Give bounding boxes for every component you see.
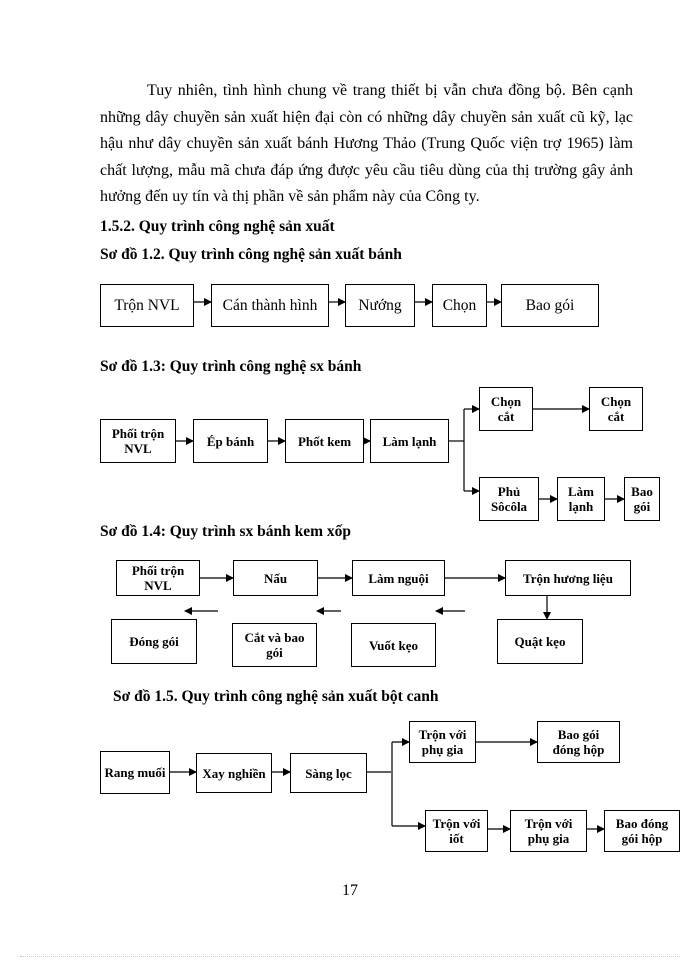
d14-phoi-tron: Phối trộn NVL (116, 560, 200, 596)
diagram-1-2-caption: Sơ đồ 1.2. Quy trình công nghệ sản xuất bánh (100, 246, 402, 263)
d13-chon-cat-2: Chọn cắt (589, 387, 643, 431)
diagram-1-5-caption: Sơ đồ 1.5. Quy trình công nghệ sản xuất bột canh (113, 688, 439, 705)
page-number: 17 (342, 882, 358, 899)
d15-bao-dong-goi-hop: Bao đóng gói hộp (604, 810, 680, 852)
d15-tron-iot: Trộn với iốt (425, 810, 488, 852)
d13-lam-lanh-2: Làm lạnh (557, 477, 605, 521)
d13-chon-cat-1: Chọn cắt (479, 387, 533, 431)
body-paragraph: Tuy nhiên, tình hình chung về trang thiết bị vẫn chưa đồng bộ. Bên cạnh những dây chuyền sản xuất hiện đại còn có những dây chuyền sản xuất cũ kỹ, lạc hậu như dây chuyền sản xuất bánh Hương Thảo (Trung Quốc viện trợ 1965) làm chất lượng, mẫu mã chưa đáp ứng được yêu cầu tiêu dùng của thị trường gây ảnh hưởng đến uy tín và thị phần về sản phẩm này của Công ty. (100, 82, 633, 205)
diagram-1-3-caption: Sơ đồ 1.3: Quy trình công nghệ sx bánh (100, 358, 362, 375)
d12-nuong: Nướng (345, 284, 415, 327)
d14-nau: Nấu (233, 560, 318, 596)
d12-chon: Chọn (432, 284, 487, 327)
d14-dong-goi: Đóng gói (111, 619, 197, 664)
d15-xay-nghien: Xay nghiền (196, 753, 272, 793)
d14-tron-huong-lieu: Trộn hương liệu (505, 560, 631, 596)
page-footer-rule (20, 956, 680, 957)
d12-bao-goi: Bao gói (501, 284, 599, 327)
diagram-1-4-caption: Sơ đồ 1.4: Quy trình sx bánh kem xốp (100, 523, 352, 540)
d15-tron-phu-gia-1: Trộn với phụ gia (409, 721, 476, 763)
d15-tron-phu-gia-2: Trộn với phụ gia (510, 810, 587, 852)
d14-vuot-keo: Vuốt kẹo (351, 623, 436, 667)
d15-rang-muoi: Rang muối (100, 751, 170, 794)
d13-bao-goi: Bao gói (624, 477, 660, 521)
d12-tron-nvl: Trộn NVL (100, 284, 194, 327)
d13-phot-kem: Phốt kem (285, 419, 364, 463)
d14-cat-bao-goi: Cắt và bao gói (232, 623, 317, 667)
d12-can-thanh-hinh: Cán thành hình (211, 284, 329, 327)
d13-phoi-tron: Phối trộn NVL (100, 419, 176, 463)
d13-phu-socola: Phủ Sôcôla (479, 477, 539, 521)
section-heading: 1.5.2. Quy trình công nghệ sản xuất (100, 218, 335, 235)
d13-ep-banh: Ép bánh (193, 419, 268, 463)
d15-sang-loc: Sàng lọc (290, 753, 367, 793)
d14-lam-nguoi: Làm nguội (352, 560, 445, 596)
d15-bao-goi-dong-hop: Bao gói đóng hộp (537, 721, 620, 763)
d14-quat-keo: Quật kẹo (497, 619, 583, 664)
d13-lam-lanh: Làm lạnh (370, 419, 449, 463)
